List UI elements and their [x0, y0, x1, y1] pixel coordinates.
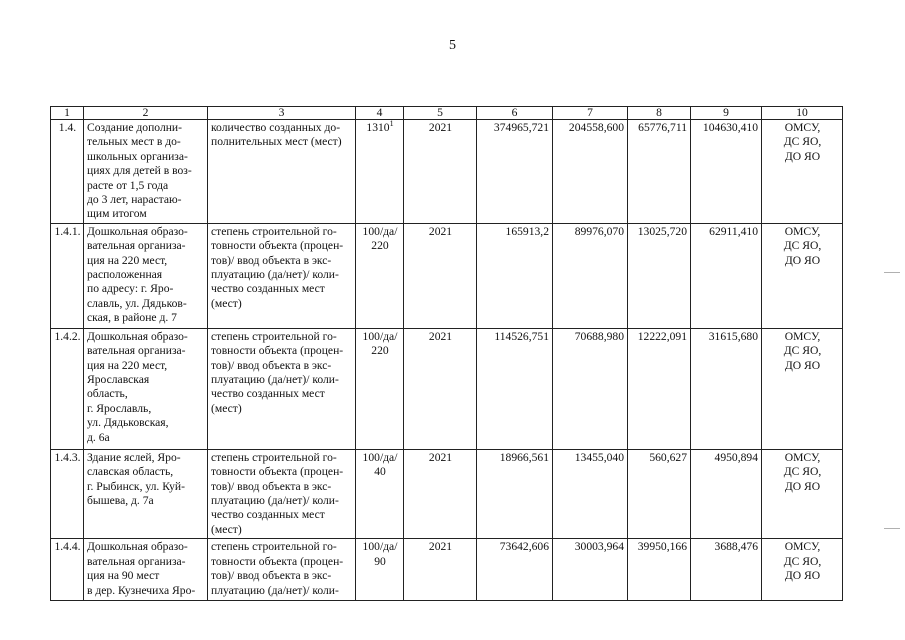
total-amount: 165913,2	[477, 223, 553, 328]
total-amount: 73642,606	[477, 539, 553, 601]
municipal-amount: 3688,476	[691, 539, 762, 601]
table-row	[51, 539, 843, 601]
indicator-value: 100/да/ 40	[356, 449, 404, 538]
table-row	[51, 223, 843, 328]
indicator-value: 100/да/ 220	[356, 223, 404, 328]
row-number: 1.4.3.	[51, 449, 84, 538]
row-number: 1.4.	[51, 120, 84, 224]
indicator-value	[356, 120, 404, 224]
federal-amount: 30003,964	[553, 539, 628, 601]
column-number: 10	[762, 107, 843, 120]
federal-amount: 70688,980	[553, 328, 628, 449]
indicator-value: 100/да/ 90	[356, 539, 404, 601]
municipal-amount: 4950,894	[691, 449, 762, 538]
indicator-name: количество созданных до- полнительных мест (мест)	[208, 120, 356, 224]
total-amount: 18966,561	[477, 449, 553, 538]
regional-amount: 65776,711	[628, 120, 691, 224]
year: 2021	[404, 120, 477, 224]
indicator-value: 100/да/ 220	[356, 328, 404, 449]
table-row	[51, 120, 843, 224]
scan-mark	[884, 528, 900, 529]
event-name: Дошкольная образо- вательная организа- ция на 90 мест в дер. Кузнечиха Яро-	[84, 539, 208, 601]
total-amount: 114526,751	[477, 328, 553, 449]
column-number: 1	[51, 107, 84, 120]
event-name: Дошкольная образо- вательная организа- ция на 220 мест, расположенная по адресу: г. Яро- славль, ул. Дядьков- ская, в районе д. 7	[84, 223, 208, 328]
program-table	[50, 106, 843, 601]
year: 2021	[404, 223, 477, 328]
regional-amount: 39950,166	[628, 539, 691, 601]
row-number: 1.4.4.	[51, 539, 84, 601]
event-name: Дошкольная образо- вательная организа- ция на 220 мест, Ярославская область, г. Ярославль, ул. Дядьковская, д. 6а	[84, 328, 208, 449]
regional-amount: 13025,720	[628, 223, 691, 328]
column-number: 8	[628, 107, 691, 120]
year: 2021	[404, 539, 477, 601]
event-name: Создание дополни- тельных мест в до- школьных организа- циях для детей в воз- расте от 1,5 года до 3 лет, нарастаю- щим итогом	[84, 120, 208, 224]
executors: ОМСУ, ДС ЯО, ДО ЯО	[762, 120, 843, 224]
executors: ОМСУ, ДС ЯО, ДО ЯО	[762, 449, 843, 538]
row-number: 1.4.1.	[51, 223, 84, 328]
column-number: 5	[404, 107, 477, 120]
footnote-marker: 1	[389, 119, 394, 129]
column-number: 3	[208, 107, 356, 120]
indicator-name: степень строительной го- товности объекта (процен- тов)/ ввод объекта в экс- плуатацию (да/нет)/ коли- чество созданных мест (мест)	[208, 223, 356, 328]
municipal-amount: 104630,410	[691, 120, 762, 224]
table-row	[51, 449, 843, 538]
executors: ОМСУ, ДС ЯО, ДО ЯО	[762, 328, 843, 449]
indicator-name: степень строительной го- товности объекта (процен- тов)/ ввод объекта в экс- плуатацию (да/нет)/ коли- чество созданных мест (мест)	[208, 449, 356, 538]
column-number: 4	[356, 107, 404, 120]
total-amount: 374965,721	[477, 120, 553, 224]
indicator-name: степень строительной го- товности объекта (процен- тов)/ ввод объекта в экс- плуатацию (да/нет)/ коли-	[208, 539, 356, 601]
column-number: 2	[84, 107, 208, 120]
column-number: 6	[477, 107, 553, 120]
federal-amount: 89976,070	[553, 223, 628, 328]
municipal-amount: 62911,410	[691, 223, 762, 328]
regional-amount: 560,627	[628, 449, 691, 538]
federal-amount: 204558,600	[553, 120, 628, 224]
scan-mark	[884, 272, 900, 273]
event-name: Здание яслей, Яро- славская область, г. Рыбинск, ул. Куй- бышева, д. 7а	[84, 449, 208, 538]
table-row	[51, 328, 843, 449]
page-number: 5	[449, 38, 456, 53]
year: 2021	[404, 449, 477, 538]
federal-amount: 13455,040	[553, 449, 628, 538]
municipal-amount: 31615,680	[691, 328, 762, 449]
indicator-name: степень строительной го- товности объекта (процен- тов)/ ввод объекта в экс- плуатацию (да/нет)/ коли- чество созданных мест (мест)	[208, 328, 356, 449]
executors: ОМСУ, ДС ЯО, ДО ЯО	[762, 539, 843, 601]
column-number: 7	[553, 107, 628, 120]
indicator-value-text: 1310	[366, 121, 390, 134]
year: 2021	[404, 328, 477, 449]
column-number: 9	[691, 107, 762, 120]
regional-amount: 12222,091	[628, 328, 691, 449]
column-number-row	[51, 107, 843, 120]
executors: ОМСУ, ДС ЯО, ДО ЯО	[762, 223, 843, 328]
row-number: 1.4.2.	[51, 328, 84, 449]
